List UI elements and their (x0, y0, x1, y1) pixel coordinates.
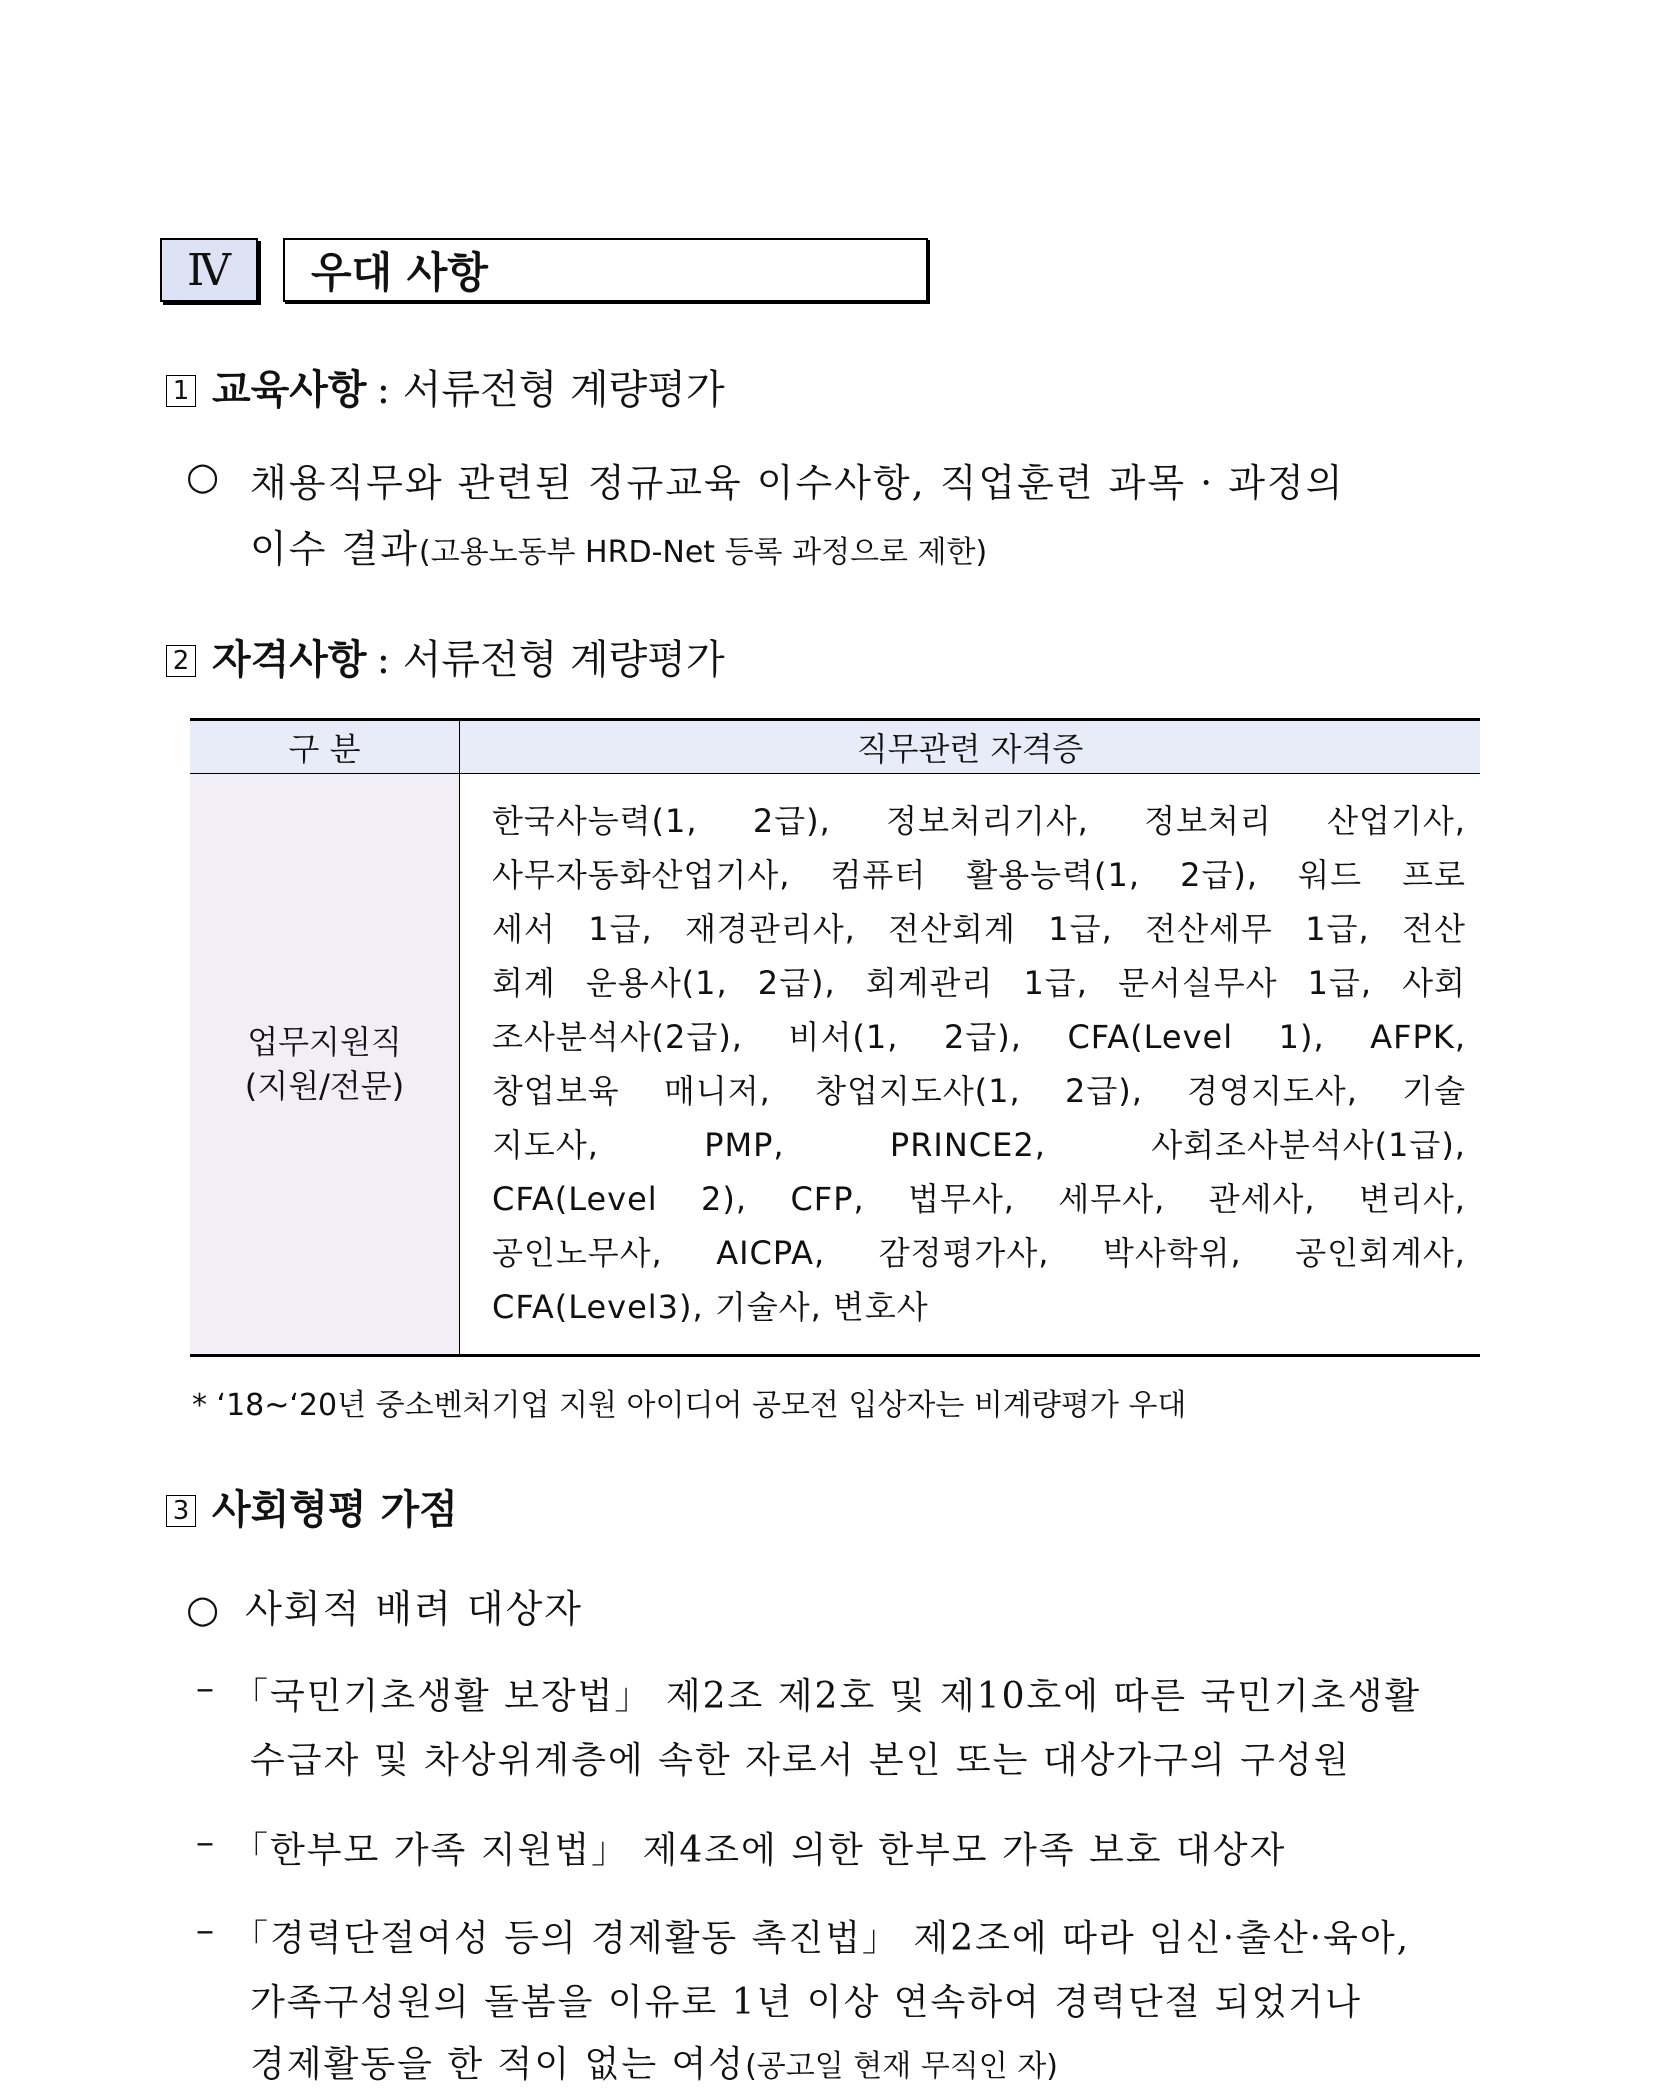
certificate-word: 회계 (492, 964, 556, 1002)
certificate-word: CFA(Level (1067, 1018, 1234, 1056)
certificate-line (492, 956, 1466, 1010)
certificate-word: 법무사, (908, 1180, 1015, 1218)
qualification-title: 자격사항 (212, 637, 367, 683)
certificate-word: 전산 (1402, 910, 1466, 948)
social-bullet-text: 사회적 배려 대상자 (245, 1587, 583, 1631)
education-line-2-main: 이수 결과 (250, 527, 419, 571)
certificate-word: 1급, (588, 910, 653, 948)
table-body-row (190, 774, 1480, 1357)
education-heading (166, 358, 725, 415)
education-bullet: ○ (186, 454, 222, 498)
social-heading (166, 1478, 458, 1535)
certificate-word: 워드 (1298, 856, 1363, 894)
social-item-3-line-2: 가족구성원의 돌봄을 이유로 1년 이상 연속하여 경력단절 되었거나 (250, 1982, 1362, 2023)
certificate-line (492, 1226, 1466, 1280)
certificate-line: CFA(Level3), 기술사, 변호사 (492, 1288, 929, 1326)
education-line-2-small: (고용노동부 HRD-Net 등록 과정으로 제한) (418, 535, 988, 570)
certificate-word: 컴퓨터 (830, 856, 927, 894)
certificate-line (492, 1064, 1466, 1118)
certificate-word: 1급, (1023, 964, 1088, 1002)
certificate-word: 전산회계 (888, 910, 1016, 948)
certificate-line (492, 1010, 1466, 1064)
education-number: 1 (166, 375, 196, 407)
certificate-word: 프로 (1402, 856, 1466, 894)
education-line-1 (250, 452, 1482, 507)
social-item-3-line-3 (250, 2036, 1058, 2087)
social-item-2-line-1: 「한부모 가족 지원법」 제4조에 의한 한부모 가족 보호 대상자 (232, 1830, 1287, 1871)
certificate-word: 사회조사분석사(1급), (1151, 1126, 1466, 1164)
certificate-word: 관세사, (1208, 1180, 1316, 1218)
category-name: 업무지원직 (247, 1023, 402, 1061)
certificate-word: AICPA, (716, 1234, 826, 1272)
certificate-word: CFP, (790, 1180, 865, 1218)
certificate-word: 비서(1, (788, 1018, 899, 1056)
social-number: 3 (166, 1495, 196, 1527)
certificate-word: 창업보육 (492, 1072, 620, 1110)
social-bullet (186, 1578, 583, 1633)
certificate-line (492, 848, 1466, 902)
qualification-subtitle: : 서류전형 계량평가 (376, 637, 725, 683)
certificate-word: 사회 (1402, 964, 1466, 1002)
certificate-word: 1급, (1307, 964, 1373, 1002)
social-item-3-line-3-main: 경제활동을 한 적이 없는 여성 (250, 2044, 746, 2085)
certificate-word: PRINCE2, (889, 1126, 1046, 1164)
certificate-line (492, 1118, 1466, 1172)
header-certificates: 직무관련 자격증 (856, 730, 1084, 768)
certificate-word: 공인회계사, (1295, 1234, 1466, 1272)
social-bullet-mark: ○ (186, 1587, 222, 1631)
education-line-2 (250, 518, 987, 573)
category-cell (190, 774, 460, 1354)
certificate-word: 문서실무사 (1117, 964, 1278, 1002)
qualification-table (190, 718, 1480, 1357)
certificate-word: 2), (701, 1180, 748, 1218)
header-category: 구 분 (190, 721, 460, 773)
certificate-word: AFPK, (1370, 1018, 1466, 1056)
table-header-row (190, 721, 1480, 774)
certificate-word: 박사학위, (1102, 1234, 1242, 1272)
section-number-box: Ⅳ (160, 238, 258, 302)
certificate-word: 공인노무사, (492, 1234, 663, 1272)
certificate-word: 2급), (1180, 856, 1259, 894)
certificate-word: 회계관리 (865, 964, 994, 1002)
qualification-note: * ‘18~‘20년 중소벤처기업 지원 아이디어 공모전 입상자는 비계량평가 우대 (192, 1388, 1187, 1423)
certificate-word: 변리사, (1359, 1180, 1466, 1218)
category-subname: (지원/전문) (244, 1067, 405, 1105)
certificate-word: 경영지도사, (1187, 1072, 1358, 1110)
education-line-1-text: 채용직무와 관련된 정규교육 이수사항, 직업훈련 과목 · 과정의 (250, 461, 1345, 505)
certificate-word: 창업지도사(1, (815, 1072, 1021, 1110)
certificate-word: 1급, (1305, 910, 1370, 948)
certificate-word: 전산세무 (1145, 910, 1273, 948)
certificate-word: 정보처리기사, (886, 802, 1089, 840)
certificate-word: 기술 (1402, 1072, 1466, 1110)
certificates-cell (460, 774, 1480, 1354)
certificate-word: 세무사, (1058, 1180, 1166, 1218)
social-item-2-dash: – (196, 1822, 216, 1863)
certificate-word: 한국사능력(1, (492, 802, 698, 840)
social-item-1-dash: – (196, 1668, 216, 1709)
qualification-heading (166, 628, 725, 685)
social-title: 사회형평 가점 (212, 1487, 458, 1533)
social-item-1-line-1: 「국민기초생활 보장법」 제2조 제2호 및 제10호에 따른 국민기초생활 (232, 1676, 1422, 1717)
social-item-3-dash: – (196, 1910, 216, 1951)
certificate-word: 매니저, (663, 1072, 771, 1110)
education-title: 교육사항 (212, 367, 367, 413)
certificate-word: 운용사(1, (585, 964, 728, 1002)
certificate-word: PMP, (704, 1126, 785, 1164)
certificate-word: 1), (1278, 1018, 1325, 1056)
certificate-word: 정보처리 (1144, 802, 1272, 840)
certificate-word: CFA(Level (492, 1180, 658, 1218)
certificate-word: 2급), (757, 964, 836, 1002)
certificate-word: 감정평가사, (878, 1234, 1050, 1272)
certificate-word: 사무자동화산업기사, (492, 856, 791, 894)
certificate-word: 세서 (492, 910, 556, 948)
social-item-3-line-3-small: (공고일 현재 무직인 자) (745, 2049, 1058, 2084)
certificate-word: 산업기사, (1327, 802, 1466, 840)
certificate-line (492, 794, 1466, 848)
certificate-word: 재경관리사, (685, 910, 856, 948)
certificate-word: 2급), (1064, 1072, 1143, 1110)
certificate-word: 지도사, (492, 1126, 599, 1164)
social-item-3-line-1: 「경력단절여성 등의 경제활동 촉진법」 제2조에 따라 임신·출산·육아, (232, 1918, 1411, 1959)
education-subtitle: : 서류전형 계량평가 (376, 367, 725, 413)
certificate-word: 2급), (752, 802, 831, 840)
qualification-number: 2 (166, 645, 196, 677)
social-item-1-line-2: 수급자 및 차상위계층에 속한 자로서 본인 또는 대상가구의 구성원 (250, 1740, 1351, 1781)
section-title: 우대 사항 (283, 238, 928, 302)
certificate-word: 조사분석사(2급), (492, 1018, 743, 1056)
certificate-word: 활용능력(1, (966, 856, 1141, 894)
certificate-line (492, 1172, 1466, 1226)
certificate-word: 2급), (943, 1018, 1022, 1056)
certificate-line (492, 902, 1466, 956)
certificate-word: 1급, (1048, 910, 1113, 948)
